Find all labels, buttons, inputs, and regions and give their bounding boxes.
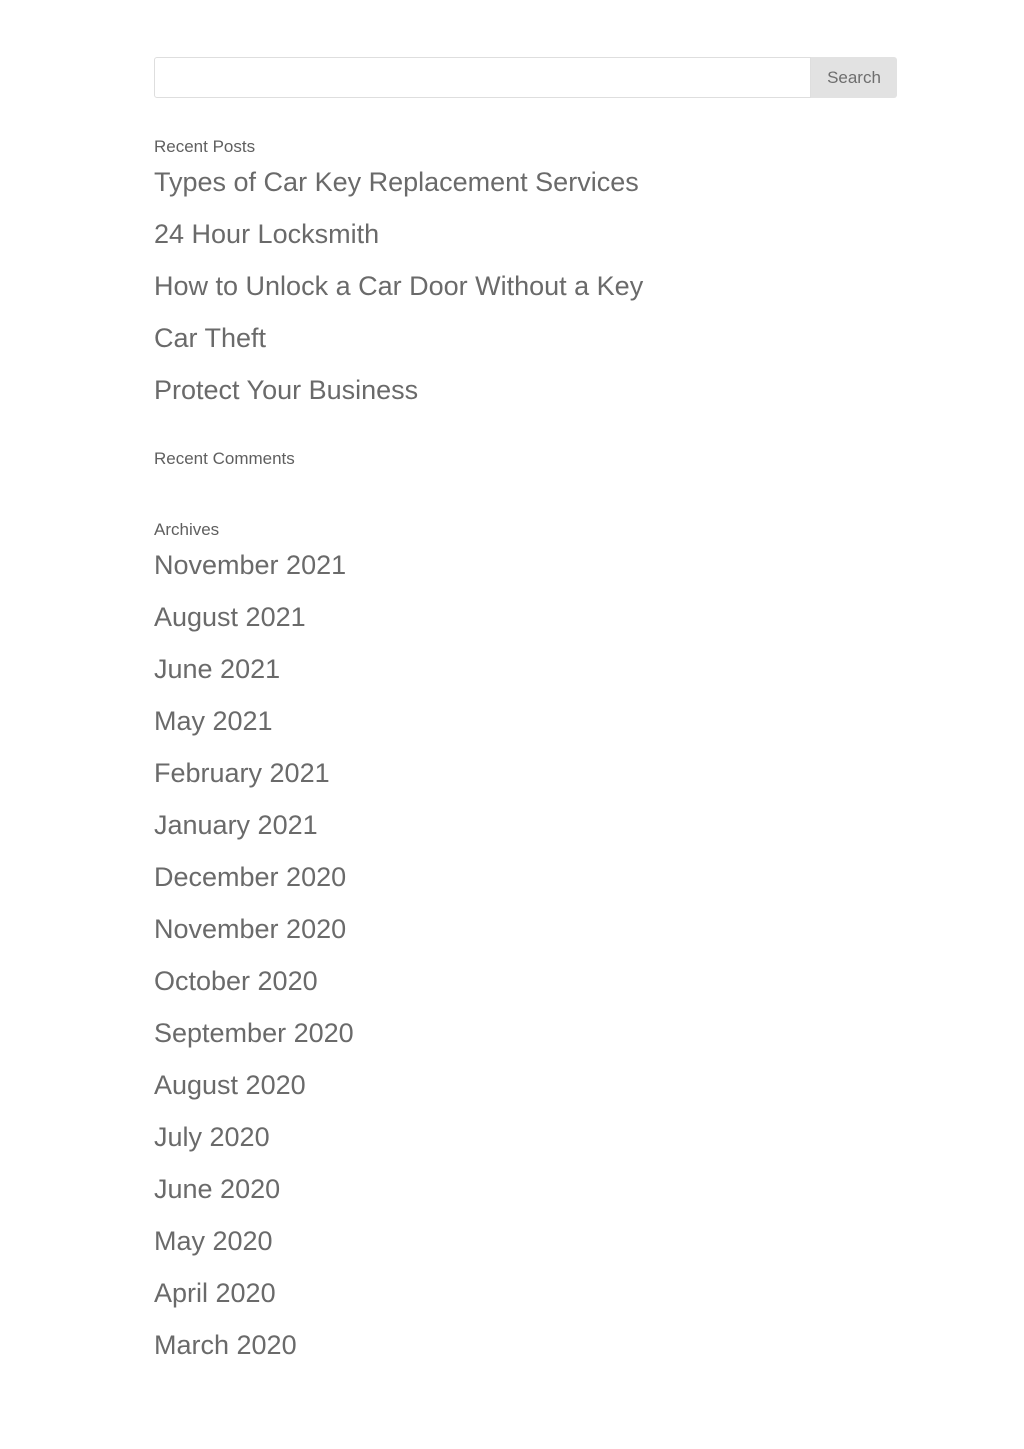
search-form bbox=[154, 57, 897, 98]
search-input[interactable] bbox=[154, 57, 811, 98]
list-item bbox=[154, 1019, 897, 1047]
list-item bbox=[154, 655, 897, 683]
archive-link[interactable]: May 2021 bbox=[154, 706, 273, 736]
list-item bbox=[154, 1331, 897, 1359]
list-item bbox=[154, 603, 897, 631]
recent-post-link[interactable]: Protect Your Business bbox=[154, 375, 419, 405]
recent-posts-list bbox=[154, 168, 897, 404]
widget-archives bbox=[154, 520, 897, 1359]
recent-post-link[interactable]: 24 Hour Locksmith bbox=[154, 219, 380, 249]
archive-link[interactable]: March 2020 bbox=[154, 1330, 297, 1360]
archive-link[interactable]: August 2021 bbox=[154, 602, 306, 632]
list-item bbox=[154, 1175, 897, 1203]
archive-link[interactable]: November 2021 bbox=[154, 550, 347, 580]
list-item bbox=[154, 915, 897, 943]
list-item bbox=[154, 811, 897, 839]
list-item bbox=[154, 324, 897, 352]
recent-post-link[interactable]: Car Theft bbox=[154, 323, 267, 353]
recent-post-link[interactable]: Types of Car Key Replacement Services bbox=[154, 167, 639, 197]
archive-link[interactable]: January 2021 bbox=[154, 810, 318, 840]
archive-link[interactable]: July 2020 bbox=[154, 1122, 270, 1152]
archive-link[interactable]: April 2020 bbox=[154, 1278, 276, 1308]
recent-posts-title: Recent Posts bbox=[154, 137, 256, 156]
archives-list bbox=[154, 551, 897, 1359]
recent-comments-title: Recent Comments bbox=[154, 449, 295, 468]
archive-link[interactable]: August 2020 bbox=[154, 1070, 306, 1100]
list-item bbox=[154, 220, 897, 248]
archive-link[interactable]: February 2021 bbox=[154, 758, 330, 788]
list-item bbox=[154, 759, 897, 787]
list-item bbox=[154, 1071, 897, 1099]
archives-title: Archives bbox=[154, 520, 220, 539]
list-item bbox=[154, 376, 897, 404]
list-item bbox=[154, 707, 897, 735]
widget-recent-comments bbox=[154, 449, 897, 469]
list-item bbox=[154, 1227, 897, 1255]
archive-link[interactable]: May 2020 bbox=[154, 1226, 273, 1256]
list-item bbox=[154, 272, 897, 300]
archive-link[interactable]: November 2020 bbox=[154, 914, 347, 944]
list-item bbox=[154, 863, 897, 891]
search-button[interactable]: Search bbox=[811, 57, 897, 98]
list-item bbox=[154, 1123, 897, 1151]
sidebar bbox=[154, 0, 897, 1359]
archive-link[interactable]: June 2021 bbox=[154, 654, 281, 684]
list-item bbox=[154, 168, 897, 196]
list-item bbox=[154, 551, 897, 579]
list-item bbox=[154, 1279, 897, 1307]
archive-link[interactable]: June 2020 bbox=[154, 1174, 281, 1204]
archive-link[interactable]: September 2020 bbox=[154, 1018, 354, 1048]
archive-link[interactable]: October 2020 bbox=[154, 966, 318, 996]
recent-post-link[interactable]: How to Unlock a Car Door Without a Key bbox=[154, 271, 644, 301]
widget-recent-posts bbox=[154, 137, 897, 404]
list-item bbox=[154, 967, 897, 995]
archive-link[interactable]: December 2020 bbox=[154, 862, 347, 892]
